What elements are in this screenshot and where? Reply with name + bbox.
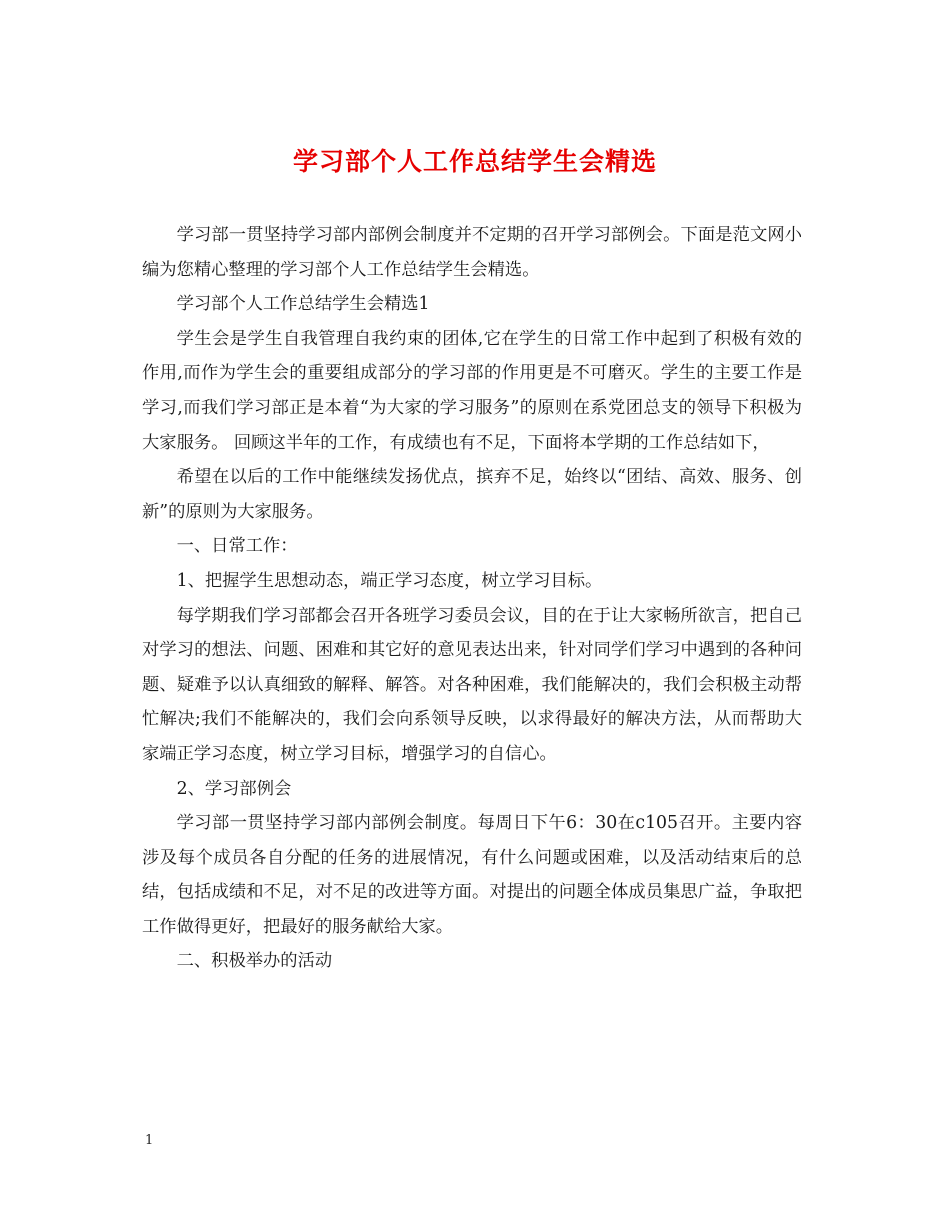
- paragraph-daily-work-heading: 一、日常工作：: [176, 536, 298, 557]
- paragraph-item-1-heading: 1、把握学生思想动态，端正学习态度，树立学习目标。: [176, 570, 603, 591]
- paragraph-activities-heading: 二、积极举办的活动: [176, 951, 333, 972]
- document-body: [142, 218, 802, 979]
- paragraph-student-union: 学生会是学生自我管理自我约束的团体,它在学生的日常工作中起到了积极有效的作用,而作为学生会的重要组成部分的学习部的作用更是不可磨灭。学生的主要工作是学习,而我们学习部正是本着“为大家的学习服务”的原则在系党团总支的领导下积极为大家服务。 回顾这半年的工作，有成绩也有不足，下面将本学期的工作总结如下，: [142, 328, 802, 453]
- paragraph-item-2-body: 学习部一贯坚持学习部内部例会制度。每周日下午6：30在c105召开。主要内容涉及每个成员各自分配的任务的进展情况，有什么问题或困难，以及活动结束后的总结，包括成绩和不足，对不足的改进等方面。对提出的问题全体成员集思广益，争取把工作做得更好，把最好的服务献给大家。: [142, 813, 802, 937]
- paragraph-item-1-body: 每学期我们学习部都会召开各班学习委员会议，目的在于让大家畅所欲言，把自己对学习的想法、问题、困难和其它好的意见表达出来，针对同学们学习中遇到的各种问题、疑难予以认真细致的解释、解答。对各种困难，我们能解决的，我们会积极主动帮忙解决;我们不能解决的，我们会向系领导反映，以求得最好的解决方法，从而帮助大家端正学习态度，树立学习目标，增强学习的自信心。: [142, 605, 802, 764]
- document-title: 学习部个人工作总结学生会精选: [292, 147, 657, 176]
- paragraph-intro: 学习部一贯坚持学习部内部例会制度并不定期的召开学习部例会。下面是范文网小编为您精心整理的学习部个人工作总结学生会精选。: [142, 225, 802, 280]
- paragraph-section-heading-1: 学习部个人工作总结学生会精选1: [176, 294, 430, 315]
- page-number: 1: [145, 1133, 154, 1148]
- paragraph-hope: 希望在以后的工作中能继续发扬优点，摈弃不足，始终以“团结、高效、服务、创新”的原则为大家服务。: [142, 467, 802, 522]
- paragraph-item-2-heading: 2、学习部例会: [176, 778, 292, 799]
